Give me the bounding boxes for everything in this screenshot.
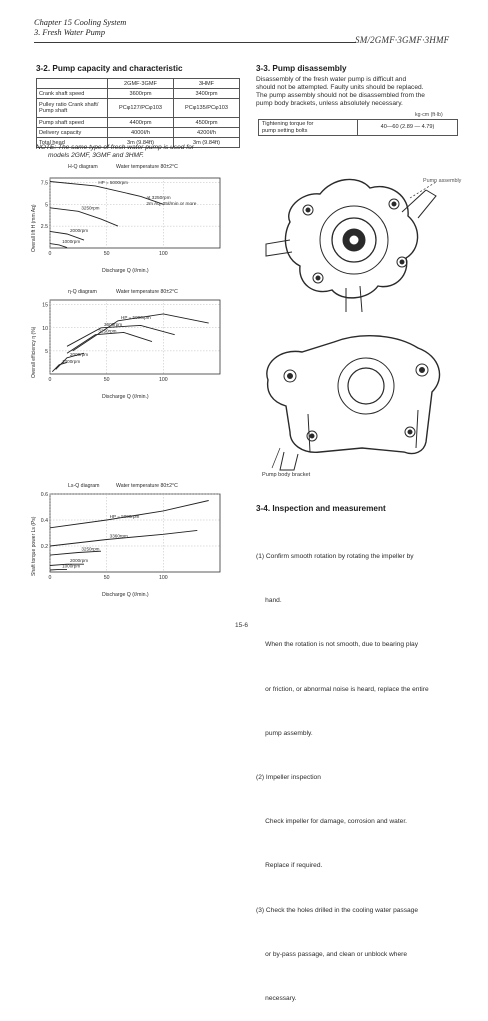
hq-chart [28, 160, 240, 276]
series-line [50, 551, 101, 555]
table-cell: 4400rpm [108, 118, 174, 128]
x-tick-label: 0 [48, 575, 52, 581]
disassembly-line: The pump assembly should not be disassembled from the [256, 92, 425, 99]
series-label: 1000rpm [62, 563, 81, 569]
series-line [50, 569, 67, 570]
chart-title: Ls-Q diagram [68, 483, 100, 489]
series-line [50, 244, 67, 248]
inspection-line: or by-pass passage, and clean or unblock where [256, 950, 408, 958]
inspection-body [256, 517, 480, 1021]
series-line [50, 208, 118, 226]
capacity-table [36, 78, 240, 148]
table-cell: 3m (9.84ft) [174, 138, 240, 148]
series-label: HP = 5000rpm [109, 514, 140, 519]
table-row [37, 118, 240, 128]
table-cell: 4200ℓ/h [174, 128, 240, 138]
series-label: 3250rpm [81, 205, 100, 211]
torque-table [258, 119, 458, 136]
x-tick-label: 100 [159, 377, 168, 383]
capacity-heading: 3-2. Pump capacity and characteristic [36, 64, 183, 73]
chart-title: H-Q diagram [68, 164, 98, 170]
torque-label-line: Tightening torque for [262, 121, 314, 127]
series-label: 2000rpm [70, 228, 89, 233]
inspection-line: or friction, or abnormal noise is heard, replace the entire [256, 685, 429, 693]
chart-ylabel: Overall efficiency η (%) [31, 326, 37, 378]
inspection-heading: 3-4. Inspection and measurement [256, 504, 386, 513]
torque-row [259, 120, 458, 136]
chart-xlabel: Discharge Q (ℓ/min.) [102, 592, 149, 598]
chapter-title: Chapter 15 Cooling System [34, 18, 127, 27]
disassembly-line: Disassembly of the fresh water pump is difficult and [256, 76, 407, 83]
torque-label-cell [259, 120, 358, 136]
series-label: 3250rpm [98, 328, 117, 334]
inspection-line: (3) Check the holes drilled in the cooling water passage [256, 906, 419, 914]
y-tick-label: 15 [42, 302, 48, 309]
table-cell: 3600rpm [108, 89, 174, 99]
y-tick-label: 7.5 [40, 180, 48, 187]
header-rule [34, 42, 356, 43]
table-cell: 3m (9.84ft) [108, 138, 174, 148]
table-cell: PCφ135/PCφ103 [174, 99, 240, 118]
disassembly-line: should not be attempted. Faulty units should be replaced. [256, 84, 424, 91]
y-tick-label: 10 [42, 325, 48, 332]
inspection-line: Replace if required. [256, 862, 323, 870]
capacity-note-line-2: models 2GMF, 3GMF and 3HMF. [48, 152, 145, 159]
inspection-line: (2) Impeller inspection [256, 774, 321, 782]
table-col-header: 2GMF·3GMF [108, 79, 174, 89]
chart-xlabel: Discharge Q (ℓ/min.) [102, 268, 149, 274]
chart-ylabel: Shaft torque power Ls (Ps) [31, 516, 37, 576]
disassembly-heading: 3-3. Pump disassembly [256, 64, 347, 73]
disassembly-line: pump body brackets, unless absolutely necessary. [256, 100, 403, 107]
chart-ylabel: Overall lift H (mm Aq) [31, 204, 37, 252]
chart-annotation: 2m Aq, 25ℓ/min or more [146, 202, 197, 207]
x-tick-label: 50 [103, 377, 110, 383]
table-row [37, 128, 240, 138]
table-row-label: Crank shaft speed [37, 89, 108, 99]
section-title: 3. Fresh Water Pump [34, 28, 106, 37]
series-label: 1000rpm [62, 358, 81, 364]
table-cell: 4500rpm [174, 118, 240, 128]
series-label: 3360rpm [109, 533, 128, 539]
y-tick-label: 0.2 [40, 544, 48, 550]
y-tick-label: 2.5 [40, 224, 48, 231]
inspection-line: necessary. [256, 995, 297, 1003]
series-line [52, 362, 67, 371]
table-cell: PCφ127/PCφ103 [108, 99, 174, 118]
chart-subtitle: Water temperature 80±2°C [116, 164, 178, 170]
y-tick-label: 0.6 [40, 492, 48, 498]
models-label: SM/2GMF·3GMF·3HMF [355, 35, 450, 45]
callout-pump-bracket: Pump body bracket [262, 472, 311, 478]
table-header-row [37, 79, 240, 89]
inspection-line: When the rotation is not smooth, due to bearing play [256, 641, 419, 649]
table-row [37, 99, 240, 118]
x-tick-label: 100 [159, 251, 168, 257]
torque-label-line: pump setting bolts [262, 127, 308, 134]
callout-pump-assembly: Pump assembly [423, 178, 462, 184]
torque-unit: kg·cm (ft·lb) [415, 112, 443, 118]
table-row [37, 89, 240, 99]
y-tick-label: 5 [45, 202, 48, 209]
table-row-label: Pump shaft speed [37, 118, 108, 128]
table-row-label: Pulley ratio Crank shaft/ Pump shaft [37, 99, 108, 118]
inspection-line: pump assembly. [256, 729, 313, 737]
table-row-label: Total head [37, 138, 108, 148]
table-corner [37, 79, 108, 89]
capacity-note-line-1: NOTE: The same type of fresh water pump is used for [36, 144, 194, 151]
series-label: HP = 5000rpm [98, 179, 129, 185]
series-label: 3250rpm [81, 546, 100, 552]
chart-subtitle: Water temperature 80±2°C [116, 289, 178, 295]
series-label: 2000rpm [70, 351, 89, 357]
eq-chart [28, 286, 240, 402]
lsq-chart [28, 480, 240, 600]
y-tick-label: 0.4 [40, 518, 48, 524]
table-col-header: 3HMF [174, 79, 240, 89]
inspection-line: Check impeller for damage, corrosion and water. [256, 818, 407, 826]
series-label: 1000rpm [62, 238, 81, 244]
series-label: 3600rpm [104, 321, 123, 327]
chart-title: η-Q diagram [68, 289, 97, 295]
inspection-line: hand. [256, 597, 282, 605]
chart-annotation: at 3250rpm [146, 196, 171, 201]
x-tick-label: 50 [103, 251, 110, 257]
series-label: HP = 5000rpm [121, 314, 151, 320]
chart-xlabel: Discharge Q (ℓ/min.) [102, 394, 149, 400]
x-tick-label: 0 [48, 251, 52, 257]
pump-illustration [250, 152, 480, 482]
table-cell: 3400rpm [174, 89, 240, 99]
table-cell: 4000ℓ/h [108, 128, 174, 138]
chart-subtitle: Water temperature 80±2°C [116, 483, 178, 489]
x-tick-label: 50 [103, 575, 110, 581]
inspection-line: (1) Confirm smooth rotation by rotating the impeller by [256, 553, 414, 560]
page-number: 15-6 [235, 622, 249, 629]
table-row-label: Delivery capacity [37, 128, 108, 138]
series-label: 2000rpm [70, 558, 89, 564]
x-tick-label: 0 [48, 377, 52, 383]
series-line [67, 332, 152, 353]
torque-value: 40—60 (2.89 — 4.79) [358, 120, 458, 136]
y-tick-label: 5 [45, 348, 48, 355]
x-tick-label: 100 [159, 575, 168, 581]
